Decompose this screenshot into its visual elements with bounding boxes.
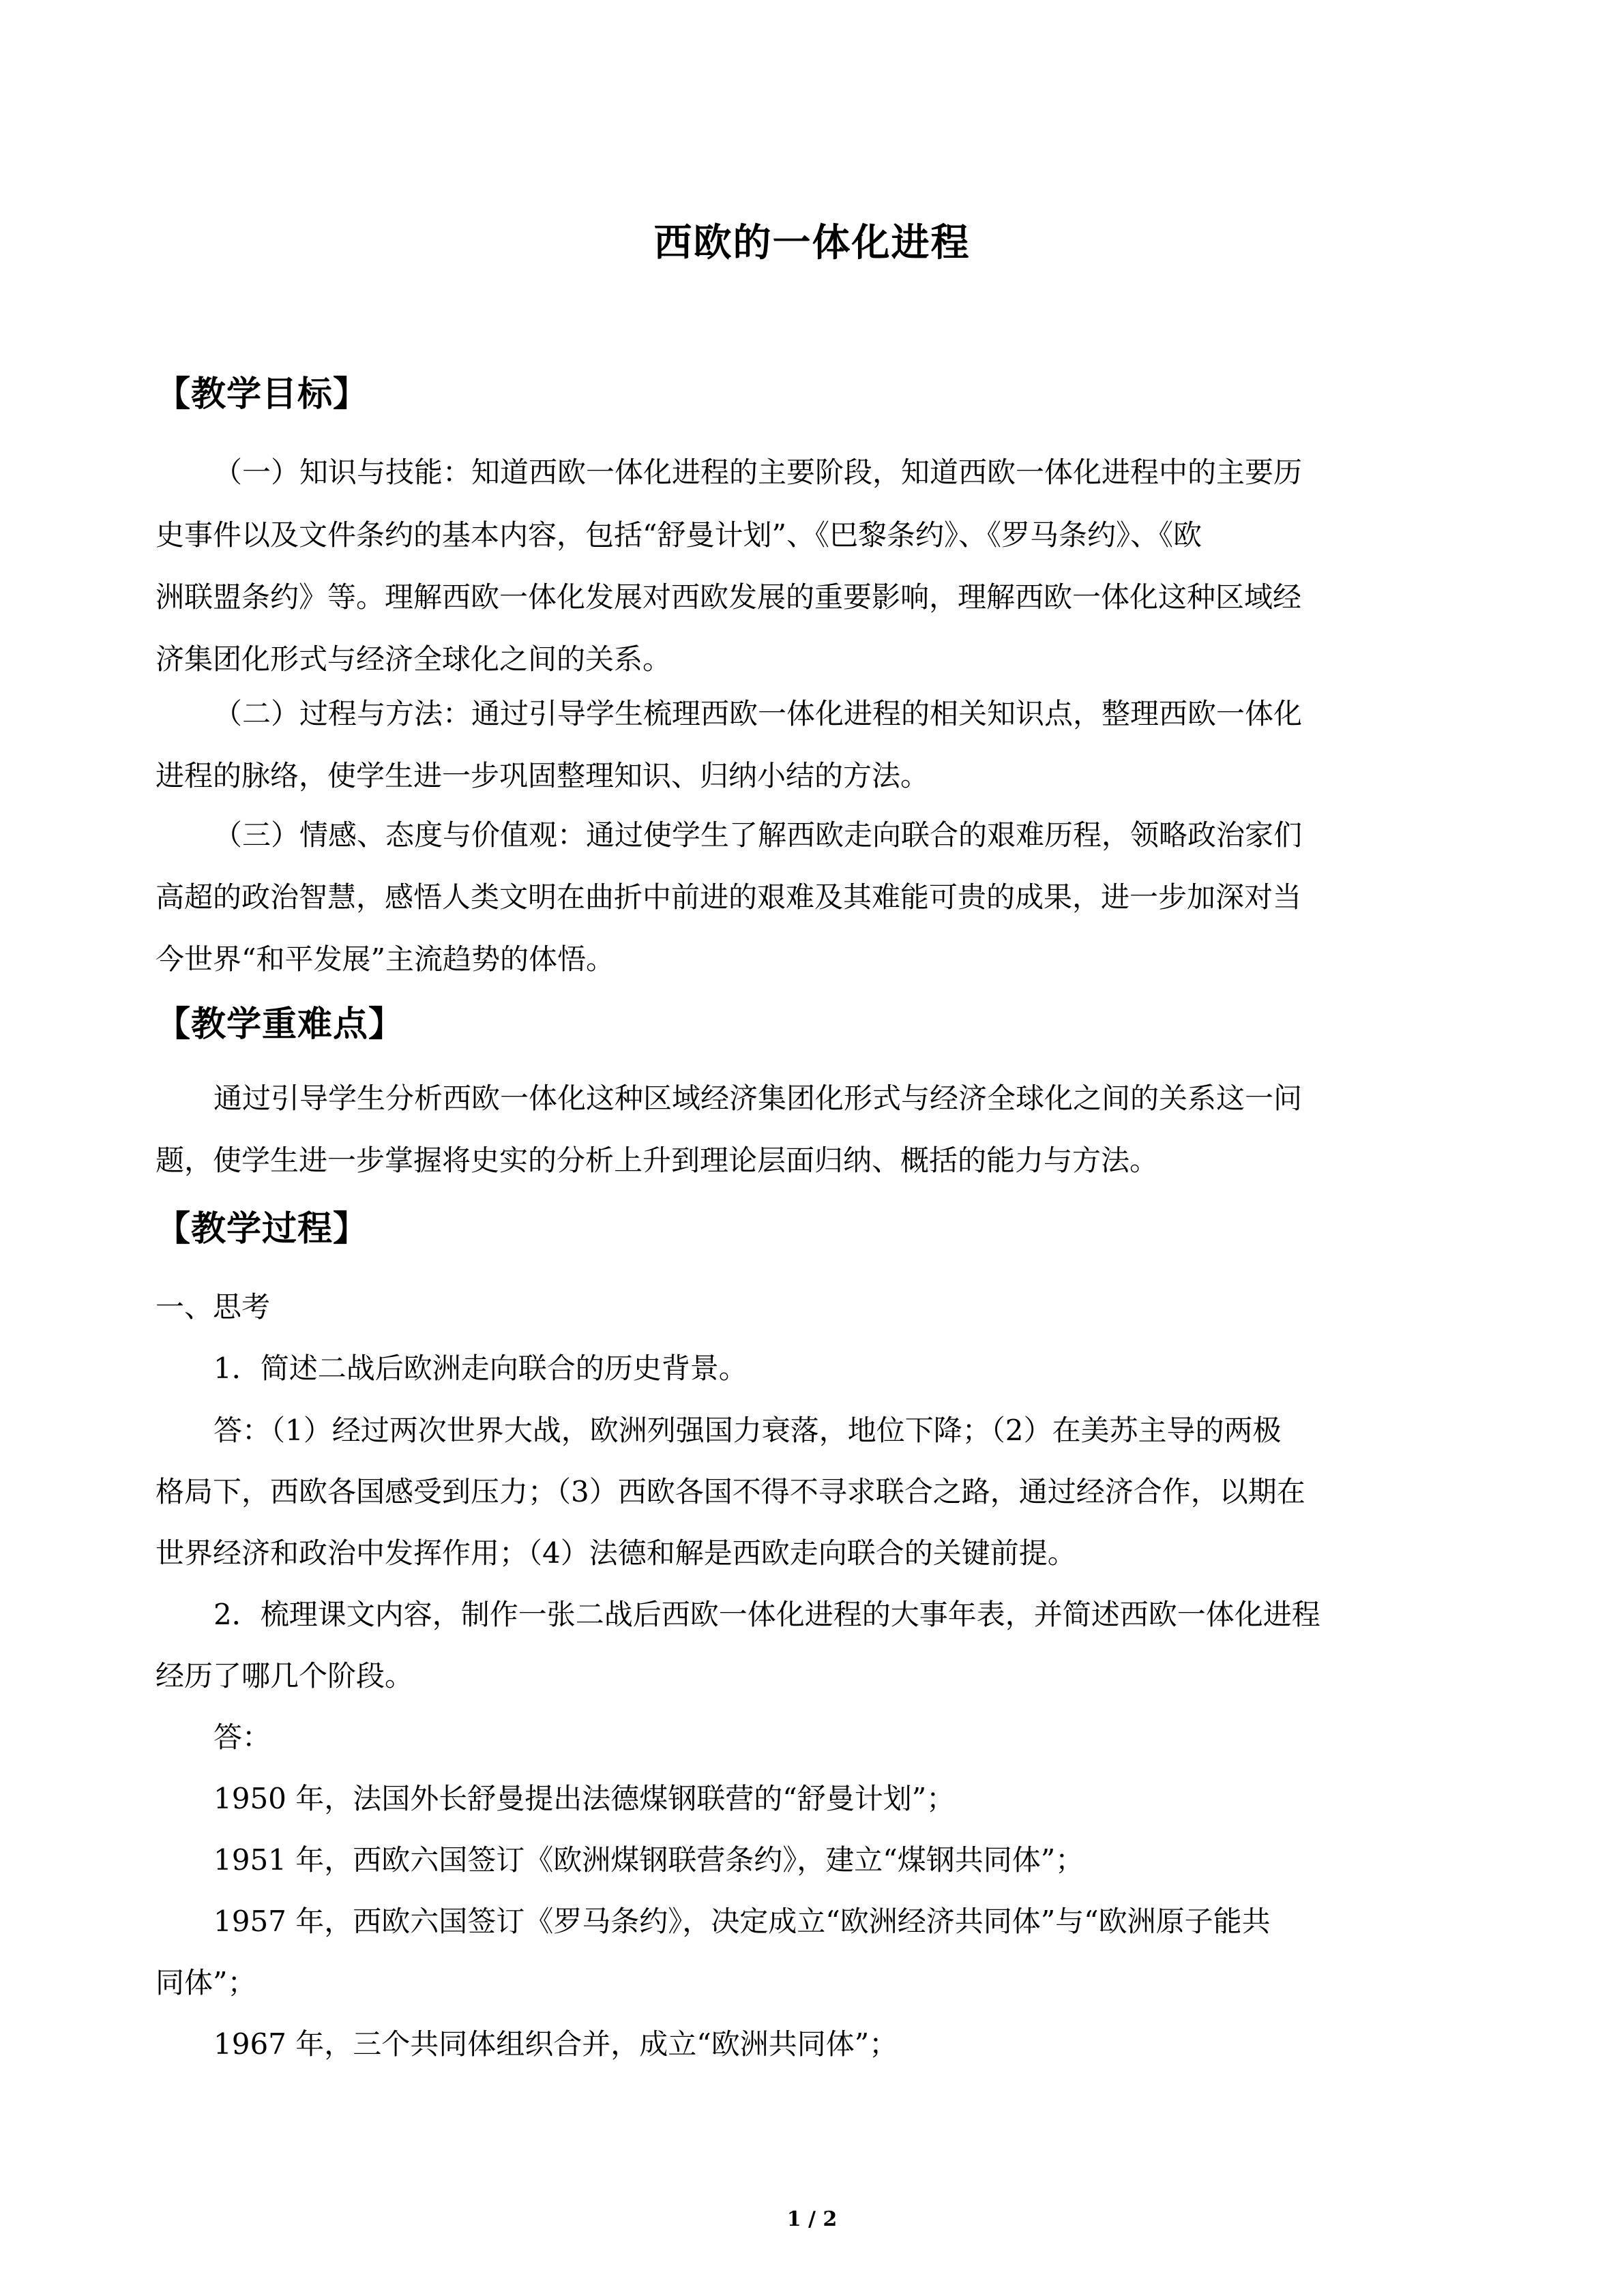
- section-heading-process: 【教学过程】: [156, 1209, 369, 1249]
- page-number: 1 / 2: [786, 2207, 838, 2231]
- paragraph-line: 1950 年，法国外长舒曼提出法德煤钢联营的“舒曼计划”；: [213, 1782, 956, 1815]
- paragraph-line: 世界经济和政治中发挥作用；（4）法德和解是西欧走向联合的关键前提。: [156, 1536, 1076, 1570]
- paragraph-line: 史事件以及文件条约的基本内容，包括“舒曼计划”、《巴黎条约》、《罗马条约》、《欧: [156, 518, 1202, 552]
- paragraph-line: 经历了哪几个阶段。: [156, 1659, 414, 1693]
- paragraph-line: 通过引导学生分析西欧一体化这种区域经济集团化形式与经济全球化之间的关系这一问: [213, 1082, 1303, 1115]
- paragraph-line: 2．梳理课文内容，制作一张二战后西欧一体化进程的大事年表，并简述西欧一体化进程: [213, 1598, 1320, 1631]
- paragraph-line: 进程的脉络，使学生进一步巩固整理知识、归纳小结的方法。: [156, 759, 930, 792]
- paragraph-line: （二）过程与方法：通过引导学生梳理西欧一体化进程的相关知识点，整理西欧一体化: [213, 697, 1303, 730]
- page-title: 西欧的一体化进程: [653, 221, 971, 265]
- paragraph-line: （三）情感、态度与价值观：通过使学生了解西欧走向联合的艰难历程，领略政治家们: [213, 818, 1303, 852]
- paragraph-line: （一）知识与技能：知道西欧一体化进程的主要阶段，知道西欧一体化进程中的主要历: [213, 456, 1303, 489]
- paragraph-line: 一、思考: [156, 1290, 271, 1324]
- paragraph-line: 洲联盟条约》等。理解西欧一体化发展对西欧发展的重要影响，理解西欧一体化这种区域经: [156, 580, 1302, 614]
- paragraph-line: 1957 年，西欧六国签订《罗马条约》，决定成立“欧洲经济共同体”与“欧洲原子能共: [213, 1905, 1271, 1938]
- paragraph-line: 答：（1）经过两次世界大战，欧洲列强国力衰落，地位下降；（2）在美苏主导的两极: [213, 1414, 1282, 1447]
- paragraph-line: 1967 年，三个共同体组织合并，成立“欧洲共同体”；: [213, 2027, 898, 2061]
- section-heading-goals: 【教学目标】: [156, 374, 369, 415]
- paragraph-line: 1951 年，西欧六国签订《欧洲煤钢联营条约》，建立“煤钢共同体”；: [213, 1843, 1084, 1877]
- paragraph-line: 题，使学生进一步掌握将史实的分析上升到理论层面归纳、概括的能力与方法。: [156, 1144, 1159, 1177]
- section-heading-keypoints: 【教学重难点】: [156, 1004, 404, 1045]
- paragraph-line: 济集团化形式与经济全球化之间的关系。: [156, 642, 672, 676]
- paragraph-line: 格局下，西欧各国感受到压力；（3）西欧各国不得不寻求联合之路，通过经济合作，以期在: [156, 1475, 1305, 1508]
- paragraph-line: 今世界“和平发展”主流趋势的体悟。: [156, 942, 615, 976]
- paragraph-line: 高超的政治智慧，感悟人类文明在曲折中前进的艰难及其难能可贵的成果，进一步加深对当: [156, 880, 1302, 914]
- paragraph-line: 同体”；: [156, 1966, 256, 1999]
- paragraph-line: 1．简述二战后欧洲走向联合的历史背景。: [213, 1352, 748, 1385]
- paragraph-line: 答：: [213, 1720, 271, 1754]
